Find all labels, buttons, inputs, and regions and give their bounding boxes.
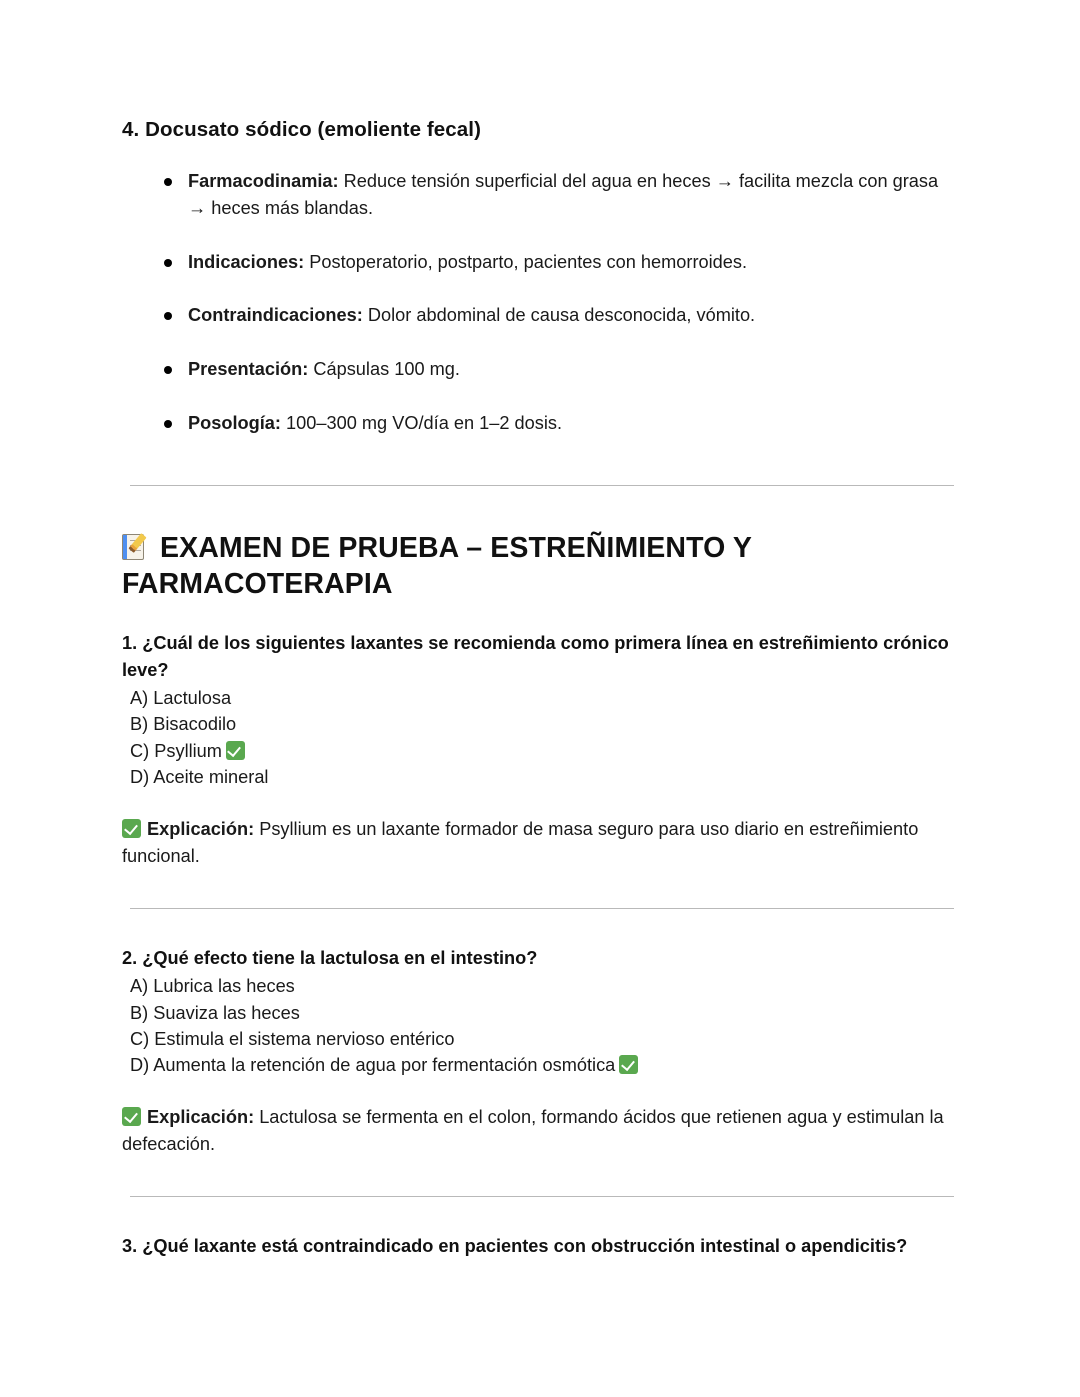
question-stem: 3. ¿Qué laxante está contraindicado en pacientes con obstrucción intestinal o apendicitis?	[122, 1235, 908, 1256]
list-item	[122, 356, 958, 383]
list-item	[122, 410, 958, 437]
option-b[interactable]	[122, 711, 958, 737]
option-c[interactable]	[122, 738, 958, 764]
list-item-label: Indicaciones:	[188, 251, 305, 272]
list-item-text: 100–300 mg VO/día en 1–2 dosis.	[280, 412, 563, 433]
memo-icon	[122, 532, 150, 562]
option-text: C) Psyllium	[130, 740, 222, 761]
explanation-label: Explicación:	[147, 819, 255, 840]
check-mark-icon	[122, 1107, 141, 1126]
option-a[interactable]	[122, 973, 958, 999]
list-item-text: Postoperatorio, postparto, pacientes con hemorroides.	[304, 251, 748, 272]
option-text: B) Suaviza las heces	[130, 1002, 300, 1023]
option-d[interactable]	[122, 1052, 958, 1078]
option-text: D) Aumenta la retención de agua por fermentación osmótica	[130, 1054, 616, 1075]
option-text: C) Estimula el sistema nervioso entérico	[130, 1028, 455, 1049]
list-item-label: Contraindicaciones:	[188, 305, 363, 326]
question-3	[122, 1233, 958, 1259]
list-item	[122, 168, 958, 222]
divider	[130, 485, 954, 486]
option-d[interactable]	[122, 764, 958, 790]
option-a[interactable]	[122, 685, 958, 711]
question-stem: 2. ¿Qué efecto tiene la lactulosa en el intestino?	[122, 947, 538, 968]
explanation-label: Explicación:	[147, 1107, 255, 1128]
explanation	[122, 816, 958, 870]
question-1	[122, 630, 958, 869]
question-stem: 1. ¿Cuál de los siguientes laxantes se recomienda como primera línea en estreñimiento crónico leve?	[122, 633, 949, 680]
check-mark-icon	[122, 819, 141, 838]
list-item-label: Farmacodinamia:	[188, 171, 339, 191]
divider	[130, 1196, 954, 1197]
check-mark-icon	[619, 1055, 638, 1074]
explanation-text: Psyllium es un laxante formador de masa seguro para uso diario en estreñimiento funcional.	[122, 819, 919, 866]
list-item-text: Dolor abdominal de causa desconocida, vómito.	[362, 305, 756, 326]
check-mark-icon	[226, 741, 245, 760]
option-text: A) Lubrica las heces	[130, 976, 295, 997]
list-item-text: Cápsulas 100 mg.	[308, 359, 460, 379]
question-2	[122, 945, 958, 1158]
drug-detail-list	[122, 168, 958, 437]
option-c[interactable]	[122, 1026, 958, 1052]
option-text: D) Aceite mineral	[130, 766, 269, 787]
list-item-label: Posología:	[188, 412, 281, 433]
explanation-text: Lactulosa se fermenta en el colon, formando ácidos que retienen agua y estimulan la defecación.	[122, 1107, 944, 1155]
page-title-text: EXAMEN DE PRUEBA – ESTREÑIMIENTO Y FARMACOTERAPIA	[122, 531, 752, 600]
explanation	[122, 1104, 958, 1158]
divider	[130, 908, 954, 909]
list-item	[122, 249, 958, 276]
page-title	[122, 530, 958, 603]
list-item	[122, 302, 958, 329]
option-list	[122, 973, 958, 1078]
option-list	[122, 685, 958, 790]
option-text: B) Bisacodilo	[130, 714, 237, 735]
option-text: A) Lactulosa	[130, 688, 232, 709]
section-heading: 4. Docusato sódico (emoliente fecal)	[122, 118, 482, 141]
option-b[interactable]	[122, 1000, 958, 1026]
list-item-text: Reduce tensión superficial del agua en heces → facilita mezcla con grasa → heces más blandas.	[188, 171, 939, 218]
list-item-label: Presentación:	[188, 359, 309, 379]
